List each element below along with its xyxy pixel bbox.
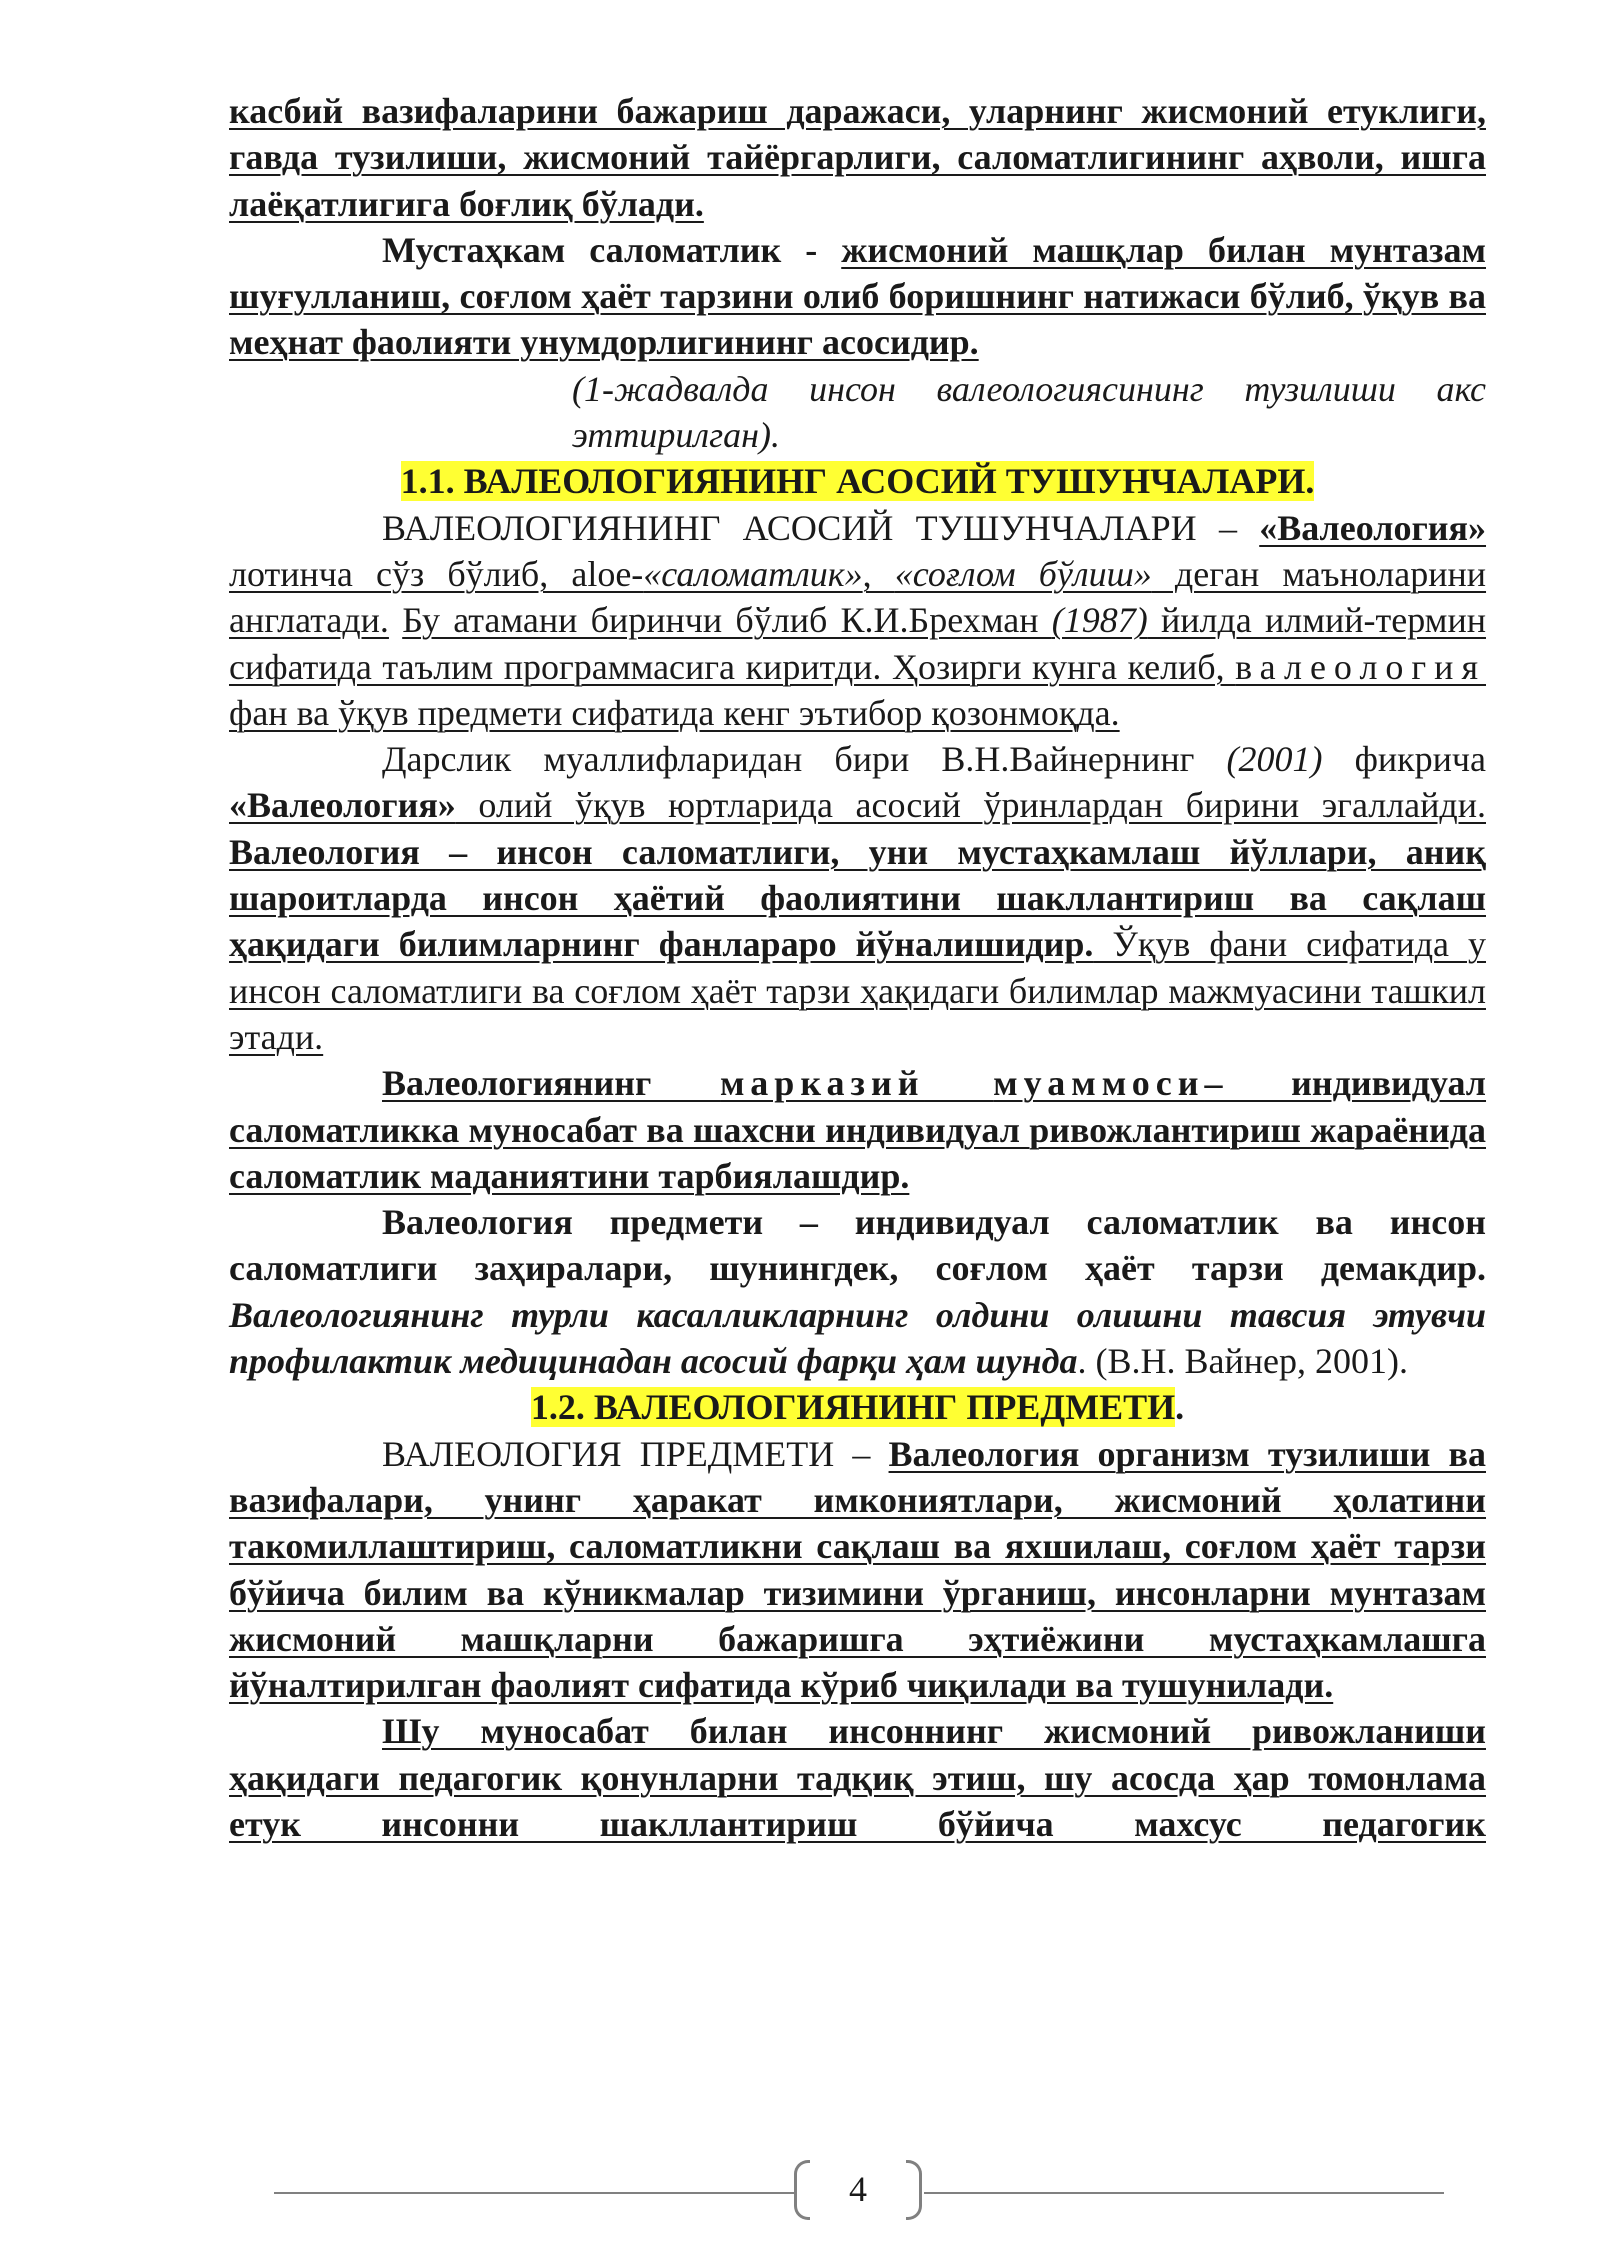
- footer-divider-left: [274, 2192, 794, 2194]
- paragraph-physical-development: Шу муносабат билан инсоннинг жисмоний ривожланиши ҳақидаги педагогик қонунларни тадқиқ этиш, шу асосда ҳар томонлама етук инсонни шакллантириш бўйича махсус педагогик: [229, 1711, 1486, 1844]
- valeology-interdisciplinary-definition: Валеология – инсон саломатлиги, уни мустаҳкамлаш йўллари, аниқ шароитларда инсон ҳаётий фаолиятини шакллантириш ва сақлаш ҳақидаги билимларнинг фанлараро йўналишидир.: [229, 831, 1486, 965]
- strong-health-lead: Мустаҳкам саломатлик -: [382, 229, 842, 270]
- subject-caps: ВАЛЕОЛОГИЯ ПРЕДМЕТИ –: [382, 1433, 889, 1474]
- page-number: 4: [849, 2169, 867, 2209]
- paragraph-valeology-subject-detail: ВАЛЕОЛОГИЯ ПРЕДМЕТИ – Валеология организм тузилиши ва вазифалари, унинг ҳаракат имкониятлари, жисмоний ҳолатини такомиллаштириш, саломатликни сақлаш ва яхшилаш, соғлом ҳаёт тарзи бўйича билим ва кўникмалар тизимини ўрганиш, инсонларни мунтазам жисмоний машқларни бажаришга эҳтиёжини мустаҳкамлашга йўналтирилган фаолият сифатида кўриб чиқилади ва тушунилади.: [229, 1433, 1486, 1706]
- section-heading-1-2: 1.2. ВАЛЕОЛОГИЯНИНГ ПРЕДМЕТИ.: [530, 1387, 1185, 1428]
- section-heading-1-2-text: 1.2. ВАЛЕОЛОГИЯНИНГ ПРЕДМЕТИ: [530, 1387, 1176, 1428]
- paragraph-valeology-definition: ВАЛЕОЛОГИЯНИНГ АСОСИЙ ТУШУНЧАЛАРИ – «Валеология» лотинча сўз бўлиб, aloe-«саломатлик», «соғлом бўлиш» деган маъноларини англатади. Бу атамани биринчи бўлиб К.И.Брехман (1987) йилда илмий-термин сифатида таълим программасига киритди. Ҳозирги кунга келиб, валеология фан ва ўқув предмети сифатида кенг эътибор қозонмоқда.: [229, 507, 1487, 733]
- paragraph-central-problem: Валеологиянинг марказий муаммоси– индивидуал саломатликка муносабат ва шахсни индивидуал ривожлантириш жараёнида саломатлик маданиятини тарбиялашдир.: [229, 1063, 1487, 1196]
- footer-divider-right: [924, 2192, 1444, 2194]
- paragraph-professional-duties: касбий вазифаларини бажариш даражаси, уларнинг жисмоний етуклиги, гавда тузилиши, жисмоний тайёргарлиги, саломатлигининг аҳволи, ишга лаёқатлигига боғлиқ бўлади.: [229, 91, 1486, 224]
- paragraph-valeology-subject: Валеология предмети – индивидуал саломатлик ва инсон саломатлиги заҳиралари, шунингдек, соғлом ҳаёт тарзи демакдир. Валеологиянинг турли касалликларнинг олдини олишни тавсия этувчи профилактик медицинадан асосий фарқи ҳам шунда. (В.Н. Вайнер, 2001).: [229, 1202, 1486, 1382]
- valeology-term-2: «Валеология»: [229, 785, 456, 826]
- strong-health-definition: жисмоний машқлар билан мунтазам шуғулланиш, соғлом ҳаёт тарзини олиб боришнинг натижаси бўлиб, ўқув ва меҳнат фаолияти унумдорлигининг асосидир.: [229, 229, 1486, 363]
- section-heading-1-1: [229, 458, 1486, 504]
- paragraph-vayner-opinion: Дарслик муаллифларидан бири В.Н.Вайнернинг (2001) фикрича «Валеология» олий ўқув юртларида асосий ўринлардан бирини эгаллайди. Валеология – инсон саломатлиги, уни мустаҳкамлаш йўллари, аниқ шароитларда инсон ҳаётий фаолиятини шакллантириш ва сақлаш ҳақидаги билимларнинг фанлараро йўналишидир. Ўқув фани сифатида у инсон саломатлиги ва соғлом ҳаёт тарзи ҳақидаги билимлар мажмуасини ташкил этади.: [229, 739, 1487, 1057]
- valeology-term: «Валеология»: [1259, 507, 1487, 548]
- basic-concepts-caps: ВАЛЕОЛОГИЯНИНГ АСОСИЙ ТУШУНЧАЛАРИ –: [382, 507, 1237, 548]
- document-page: [229, 88, 1486, 1847]
- page-number-bracket-right: [906, 2160, 922, 2220]
- table-reference-note: (1-жадвалда инсон валеологиясининг тузилиши акс эттирилган).: [572, 368, 1486, 456]
- paragraph-strong-health: [229, 227, 1486, 366]
- page-number-bracket-left: [794, 2160, 810, 2220]
- section-heading-1-1-text: 1.1. ВАЛЕОЛОГИЯНИНГ АСОСИЙ ТУШУНЧАЛАРИ.: [400, 461, 1315, 502]
- spaced-valeology: валеология: [1235, 646, 1486, 687]
